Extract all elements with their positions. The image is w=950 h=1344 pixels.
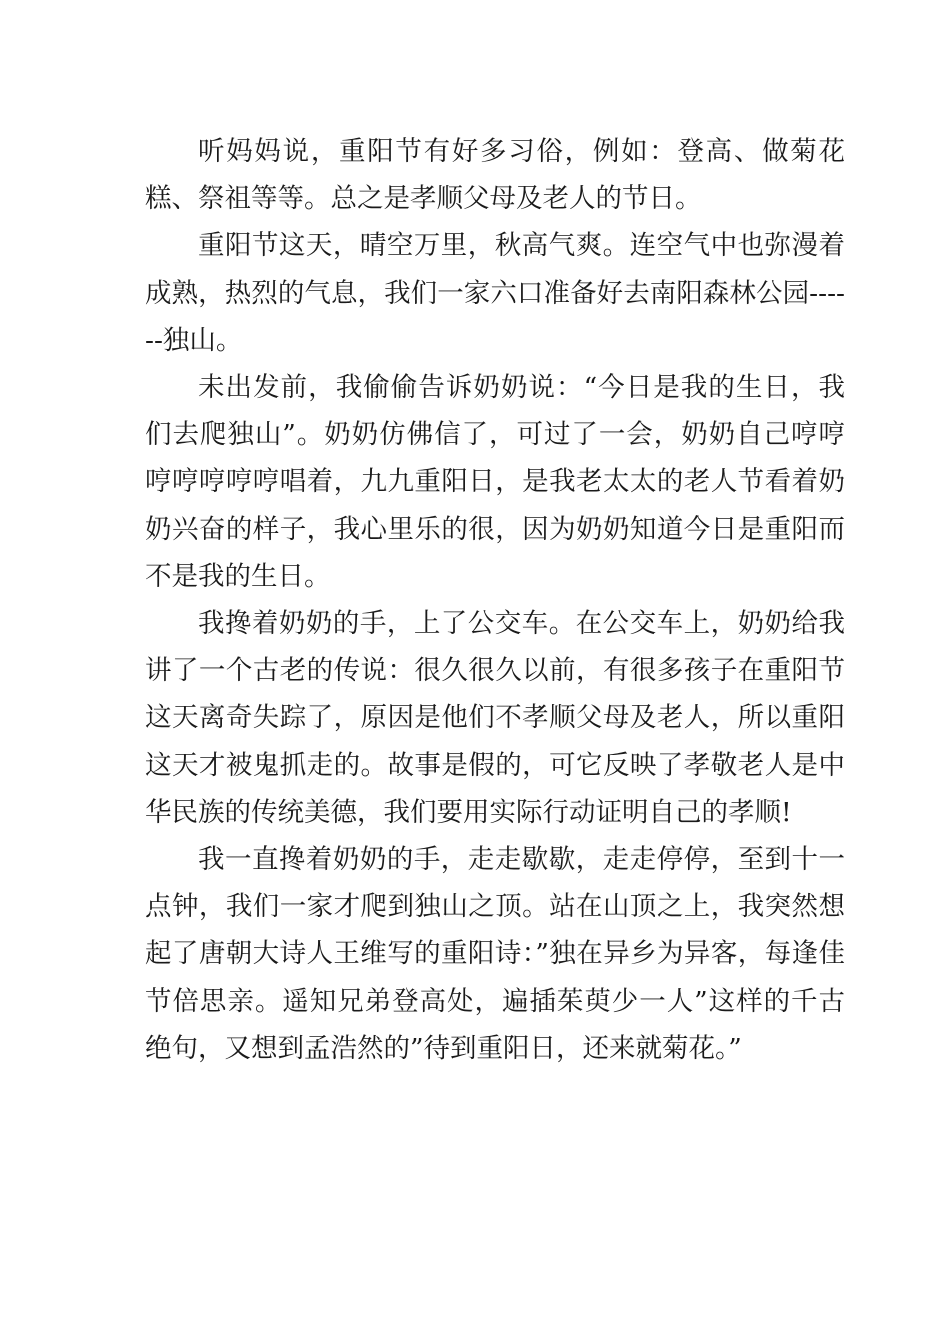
- paragraph-3: 未出发前，我偷偷告诉奶奶说：“今日是我的生日，我们去爬独山”。奶奶仿佛信了，可过了一会，奶奶自己哼哼哼哼哼哼哼唱着，九九重阳日，是我老太太的老人节看着奶奶兴奋的样子，我心里乐的很，因为奶奶知道今日是重阳而不是我的生日。: [145, 372, 845, 592]
- paragraph-1: 听妈妈说，重阳节有好多习俗，例如：登高、做菊花糕、祭祖等等。总之是孝顺父母及老人的节日。: [145, 136, 845, 215]
- document-body: [145, 128, 845, 1072]
- paragraph-4: 我搀着奶奶的手，上了公交车。在公交车上，奶奶给我讲了一个古老的传说：很久很久以前，有很多孩子在重阳节这天离奇失踪了，原因是他们不孝顺父母及老人，所以重阳这天才被鬼抓走的。故事是假的，可它反映了孝敬老人是中华民族的传统美德，我们要用实际行动证明自己的孝顺!: [145, 608, 845, 828]
- paragraph-5: 我一直搀着奶奶的手，走走歇歇，走走停停，至到十一点钟，我们一家才爬到独山之顶。站在山顶之上，我突然想起了唐朝大诗人王维写的重阳诗：”独在异乡为异客，每逢佳节倍思亲。遥知兄弟登高处，遍插茱萸少一人”这样的千古绝句，又想到孟浩然的”待到重阳日，还来就菊花。”: [145, 844, 845, 1064]
- paragraph-2: 重阳节这天，晴空万里，秋高气爽。连空气中也弥漫着成熟，热烈的气息，我们一家六口准备好去南阳森林公园------独山。: [145, 230, 845, 356]
